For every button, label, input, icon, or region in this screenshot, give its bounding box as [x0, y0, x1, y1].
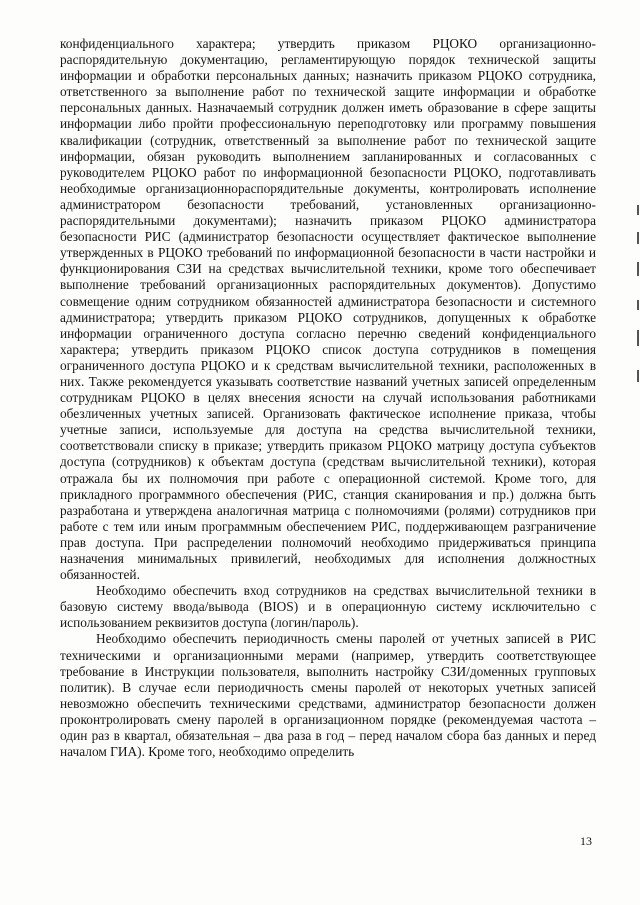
paragraph-3: Необходимо обеспечить периодичность смены паролей от учетных записей в РИС техническими и организационными мерами (например, утвердить соответствующее требование в Инструкции пользователя, выполнить настройку СЗИ/доменных групповых политик). В случае если периодичность смены паролей от некоторых учетных записей невозможно обеспечить техническими средствами, администратор безопасности должен проконтролировать смену паролей в организационном порядке (рекомендуемая частота – один раз в квартал, обязательная – два раза в год – перед началом сбора баз данных и перед началом ГИА). Кроме того, необходимо определить [60, 631, 596, 760]
page-number: 13 [580, 834, 592, 848]
paragraph-1: конфиденциального характера; утвердить приказом РЦОКО организационно-распорядительную документацию, регламентирующую порядок технической защиты информации и обработки персональных данных; назначить приказом РЦОКО сотрудника, ответственного за выполнение работ по технической защите информации и обработке персональных данных. Назначаемый сотрудник должен иметь образование в сфере защиты информации либо пройти профессиональную переподготовку или программу повышения квалификации (сотрудник, ответственный за выполнение работ по технической защите информации, обязан руководить выполнением запланированных и согласованных с руководителем РЦОКО работ по информационной безопасности РЦОКО, подготавливать необходимые организационнораспорядительные документы, контролировать исполнение администратором безопасности требований, установленных организационно-распорядительными документами); назначить приказом РЦОКО администратора безопасности РИС (администратор безопасности осуществляет фактическое выполнение утвержденных в РЦОКО требований по информационной безопасности в части настройки и функционирования СЗИ на средствах вычислительной техники, кроме того обеспечивает выполнение требований организационных распорядительных документов). Допустимо совмещение одним сотрудником обязанностей администратора безопасности и системного администратора; утвердить приказом РЦОКО сотрудников, допущенных к обработке информации ограниченного доступа согласно перечню сведений конфиденциального характера; утвердить приказом РЦОКО список доступа сотрудников в помещения ограниченного доступа РЦОКО и к средствам вычислительной техники, расположенных в них. Также рекомендуется указывать соответствие названий учетных записей определенным сотрудникам РЦОКО в целях внесения ясности на случай использования работниками обезличенных учетных записей. Организовать фактическое исполнение приказа, чтобы учетные записи, используемые для доступа на средства вычислительной техники, соответствовали списку в приказе; утвердить приказом РЦОКО матрицу доступа субъектов доступа (сотрудников) к объектам доступа (средствам вычислительной техники), которая отражала бы их полномочия при работе с операционной системой. Кроме того, для прикладного программного обеспечения (РИС, станция сканирования и пр.) должна быть разработана и утверждена аналогичная матрица с полномочиями (ролями) сотрудников при работе с тем или иным программным обеспечением РИС, поддерживающем разграничение прав доступа. При распределении полномочий необходимо придерживаться принципа назначения минимальных привилегий, необходимых для исполнения должностных обязанностей. [60, 36, 596, 583]
paragraph-2: Необходимо обеспечить вход сотрудников на средствах вычислительной техники в базовую систему ввода/вывода (BIOS) и в операционную систему исключительно с использованием реквизитов доступа (логин/пароль). [60, 583, 596, 631]
document-body [60, 36, 596, 760]
scan-edge-marks [632, 0, 640, 905]
